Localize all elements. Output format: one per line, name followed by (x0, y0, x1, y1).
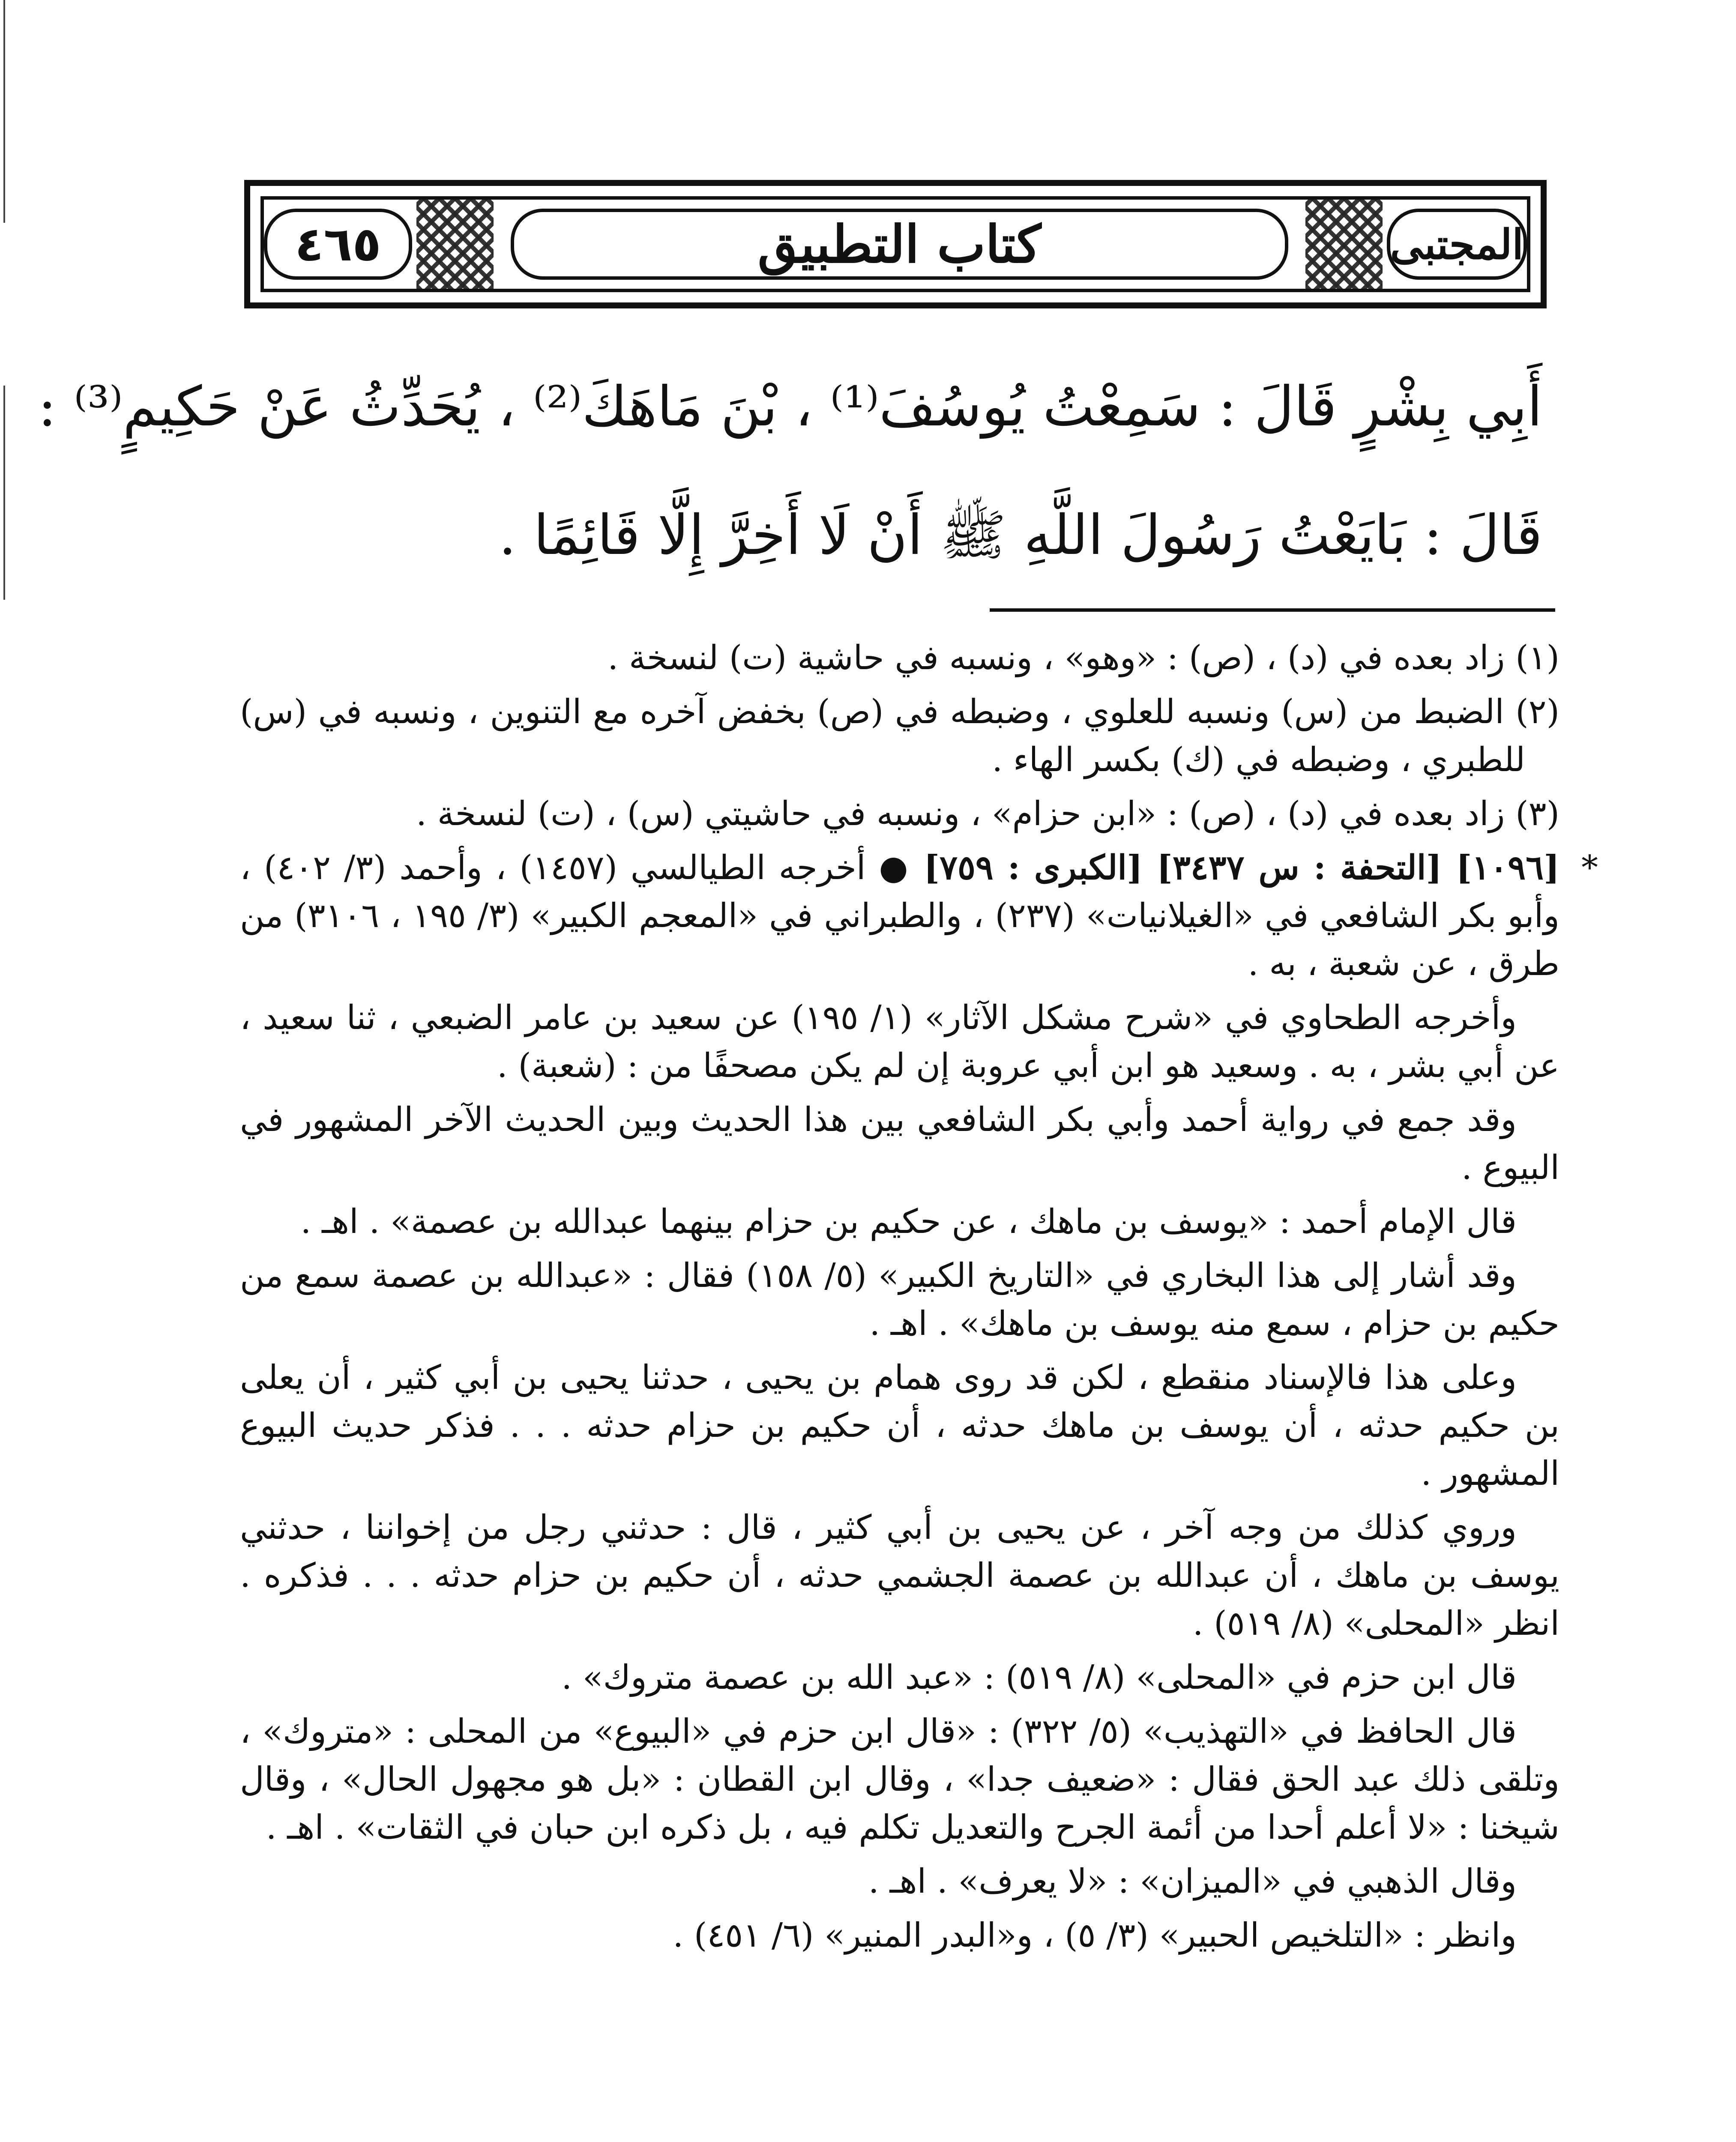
footnote: (١) زاد بعده في (د) ، (ص) : «وهو» ، ونسبه في حاشية (ت) لنسخة . (608, 639, 1559, 677)
commentary-paragraph: قال ابن حزم في «المحلى» (٨/ ٥١٩) : «عبد الله بن عصمة متروك» . (561, 1658, 1517, 1697)
commentary-paragraph: وقد جمع في رواية أحمد وأبي بكر الشافعي بين هذا الحديث وبين الحديث الآخر المشهور في البيوع . (240, 1101, 1559, 1187)
commentary-paragraph: وقال الذهبي في «الميزان» : «لا يعرف» . اهـ . (868, 1862, 1517, 1901)
commentary-paragraph: وروي كذلك من وجه آخر ، عن يحيى بن أبي كثير ، قال : حدثني رجل من إخواننا ، حدثني يوسف بن ماهك ، أن عبدالله بن عصمة الجشمي حدثه ، أن حكيم بن حزام حدثه . . . فذكره . انظر «المحلى» (٨/ ٥١٩) . (240, 1508, 1560, 1643)
commentary-paragraph: وانظر : «التلخيص الحبير» (٣/ ٥) ، و«البدر المنير» (٦/ ٤٥١) . (673, 1916, 1517, 1955)
page-number-cartouche (264, 209, 412, 280)
page-number: ٤٦٥ (295, 217, 381, 272)
footnotes-section (240, 634, 1598, 1965)
star-marker: * (1581, 849, 1598, 887)
footnote-separator (990, 608, 1555, 612)
scan-edge-line (3, 0, 5, 223)
reference-text: أخرجه الطيالسي (١٤٥٧) ، وأحمد (٣/ ٤٠٢) ، وأبو بكر الشافعي في «الغيلانيات» (٢٣٧) ، والطبراني في «المعجم الكبير» (٣/ ١٩٥ ، ٣١٠٦) من طرق ، عن شعبة ، به . (240, 849, 1560, 983)
bullet-icon: ● (879, 848, 911, 887)
hadith-line: قَالَ : بَايَعْتُ رَسُولَ اللَّهِ ﷺ أَنْ لَا أَخِرَّ إِلَّا قَائِمًا . (499, 503, 1542, 567)
scan-edge-line (3, 386, 5, 600)
reference-codes: [١٠٩٦] [التحفة : س ٣٤٣٧] [الكبرى : ٧٥٩] (924, 848, 1559, 887)
commentary-paragraph: قال الإمام أحمد : «يوسف بن ماهك ، عن حكيم بن حزام بينهما عبدالله بن عصمة» . اهـ . (300, 1203, 1517, 1241)
ornament-icon (416, 200, 494, 289)
commentary-paragraph: قال الحافظ في «التهذيب» (٥/ ٣٢٢) : «قال ابن حزم في «البيوع» من المحلى : «متروك» ، وتلقى ذلك عبد الحق فقال : «ضعيف جدا» ، وقال ابن القطان : «بل هو مجهول الحال» ، وقال شيخنا : «لا أعلم أحدا من أئمة الجرح والتعديل تكلم فيه ، بل ذكره ابن حبان في الثقات» . اهـ . (240, 1712, 1559, 1847)
book-logo: المجتبى (1390, 220, 1523, 269)
header-frame (260, 196, 1530, 292)
commentary-paragraph: وقد أشار إلى هذا البخاري في «التاريخ الكبير» (٥/ ١٥٨) فقال : «عبدالله بن عصمة سمع من حكيم بن حزام ، سمع منه يوسف بن ماهك» . اهـ . (240, 1256, 1559, 1343)
book-logo-cartouche (1387, 209, 1527, 280)
chapter-title: كتاب التطبيق (757, 214, 1042, 275)
commentary-paragraph: وأخرجه الطحاوي في «شرح مشكل الآثار» (١/ ١٩٥) عن سعيد بن عامر الضبعي ، ثنا سعيد ، عن أبي بشر ، به . وسعيد هو ابن أبي عروبة إن لم يكن مصحفًا من : (شعبة) . (240, 999, 1559, 1085)
hadith-line: أَبِي بِشْرٍ قَالَ : سَمِعْتُ يُوسُفَ⁽¹⁾ ، بْنَ مَاهَكَ⁽²⁾ ، يُحَدِّثُ عَنْ حَكِيمٍ⁽³⁾ : (38, 375, 1542, 439)
chapter-title-cartouche (511, 209, 1288, 280)
page-header (244, 180, 1547, 308)
ornament-icon (1305, 200, 1383, 289)
footnote: (٢) الضبط من (س) ونسبه للعلوي ، وضبطه في (ص) بخفض آخره مع التنوين ، ونسبه في (س) للطبري ، وضبطه في (ك) بكسر الهاء . (240, 693, 1559, 779)
commentary-reference (240, 844, 1598, 988)
commentary-paragraph: وعلى هذا فالإسناد منقطع ، لكن قد روى همام بن يحيى ، حدثنا يحيى بن أبي كثير ، أن يعلى بن حكيم حدثه ، أن يوسف بن ماهك حدثه ، أن حكيم بن حزام حدثه . . . فذكر حديث البيوع المشهور . (240, 1358, 1559, 1493)
footnote: (٣) زاد بعده في (د) ، (ص) : «ابن حزام» ، ونسبه في حاشيتي (س) ، (ت) لنسخة . (416, 795, 1559, 833)
hadith-text (38, 343, 1542, 600)
